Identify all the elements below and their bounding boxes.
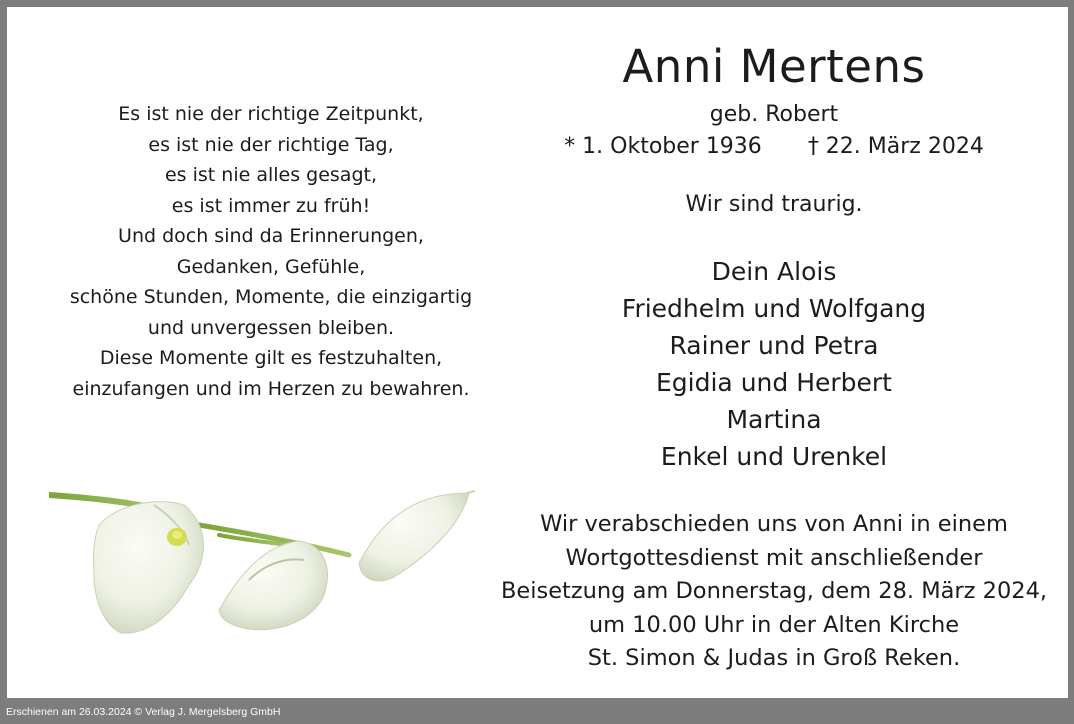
publication-footer: Erschienen am 26.03.2024 © Verlag J. Mergelsberg GmbH <box>6 706 281 718</box>
poem-line: Es ist nie der richtige Zeitpunkt, <box>118 103 424 125</box>
poem-line: und unvergessen bleiben. <box>147 316 395 339</box>
poem-line: es ist immer zu früh! <box>171 194 371 217</box>
mourner-line: Egidia und Herbert <box>656 368 892 397</box>
mourner-line: Rainer und Petra <box>669 331 879 360</box>
birth-date: * 1. Oktober 1936 <box>564 134 762 159</box>
main-text <box>495 37 1053 676</box>
deceased-name: Anni Mertens <box>622 40 926 93</box>
poem-line: es ist nie alles gesagt, <box>164 164 377 186</box>
service-line: um 10.00 Uhr in der Alten Kirche <box>588 611 960 638</box>
mourner-line: Enkel und Urenkel <box>660 442 888 471</box>
mourner-line: Friedhelm und Wolfgang <box>621 294 927 323</box>
mourners-list <box>495 253 1053 475</box>
poem <box>41 99 501 404</box>
poem-line: Gedanken, Gefühle, <box>176 255 366 278</box>
poem-line: Und doch sind da Erinnerungen, <box>118 225 424 247</box>
poem-line: schöne Stunden, Momente, die einzigartig <box>69 286 473 308</box>
mourner-line: Dein Alois <box>711 257 837 286</box>
death-date: † 22. März 2024 <box>807 134 984 159</box>
obituary-card <box>7 7 1068 698</box>
service-line: Beisetzung am Donnerstag, dem 28. März 2024, <box>500 578 1048 604</box>
poem-line: Diese Momente gilt es festzuhalten, <box>99 347 443 369</box>
poem-line: einzufangen und im Herzen zu bewahren. <box>72 377 470 400</box>
service-line: Wir verabschieden uns von Anni in einem <box>540 511 1008 537</box>
life-dates <box>495 131 1053 163</box>
service-line: St. Simon & Judas in Groß Reken. <box>587 645 961 671</box>
mourning-message: Wir sind traurig. <box>685 192 863 217</box>
service-line: Wortgottesdienst mit anschließender <box>565 544 983 571</box>
birth-name: geb. Robert <box>709 102 839 127</box>
mourner-line: Martina <box>726 405 822 434</box>
poem-line: es ist nie der richtige Tag, <box>148 133 394 156</box>
service-info <box>495 508 1053 676</box>
calla-lily-image <box>49 485 479 645</box>
